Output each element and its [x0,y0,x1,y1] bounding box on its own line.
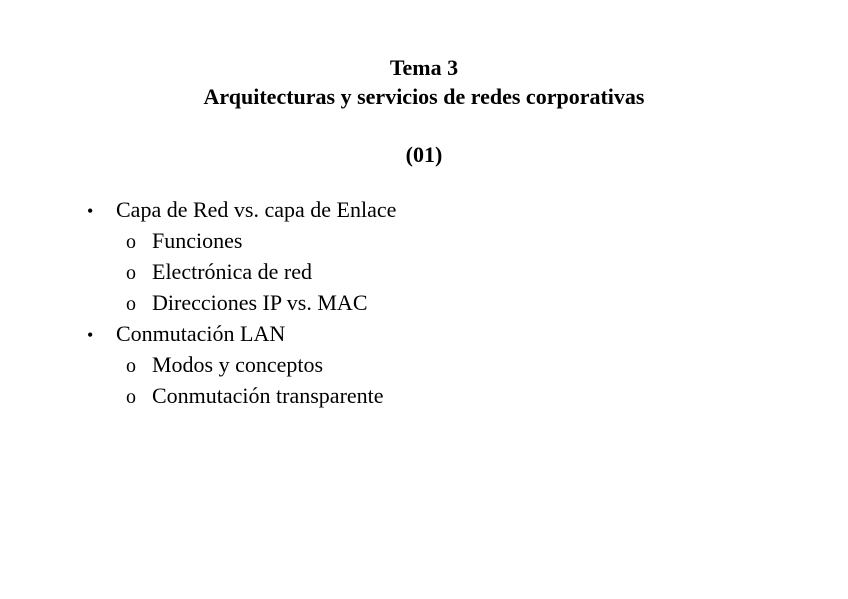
bullet-icon: • [87,325,94,345]
outline-subitem-label: Direcciones IP vs. MAC [152,290,368,315]
hollow-bullet-icon: o [126,262,136,284]
outline-item-label: Conmutación LAN [116,321,286,346]
outline-sublist [87,226,396,319]
hollow-bullet-icon: o [126,355,136,377]
section-number: (01) [405,142,443,167]
outline-subitem [126,257,396,288]
page-title: Arquitecturas y servicios de redes corporativas [203,84,645,109]
outline-subitem [126,381,396,412]
outline-subitem [126,350,396,381]
outline-item [87,319,396,412]
outline-subitem-label: Funciones [152,228,243,253]
topic-heading: Tema 3 [389,55,459,80]
outline-item [87,195,396,319]
hollow-bullet-icon: o [126,231,136,253]
outline-sublist [87,350,396,412]
topic-outline [87,195,396,412]
outline-subitem-label: Conmutación transparente [152,383,384,408]
outline-subitem [126,226,396,257]
outline-subitem-label: Electrónica de red [152,259,313,284]
bullet-icon: • [87,201,94,221]
outline-subitem [126,288,396,319]
outline-subitem-label: Modos y conceptos [152,352,324,377]
hollow-bullet-icon: o [126,386,136,408]
hollow-bullet-icon: o [126,293,136,315]
outline-item-label: Capa de Red vs. capa de Enlace [116,197,397,222]
